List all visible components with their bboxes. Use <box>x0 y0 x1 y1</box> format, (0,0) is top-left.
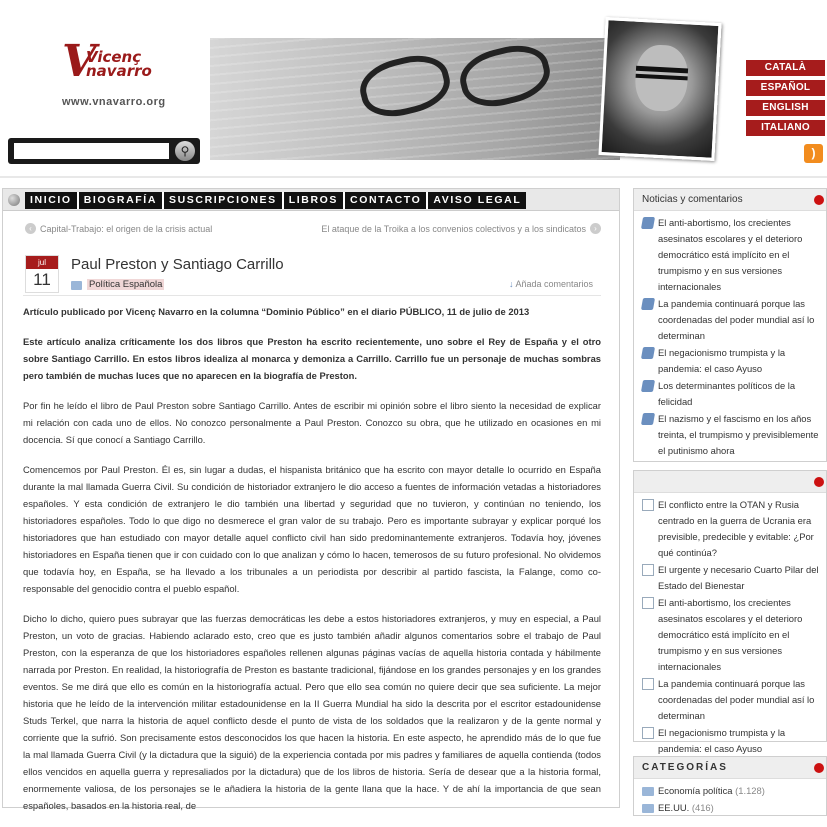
pen-icon <box>641 413 655 425</box>
article-paragraph: Por fin he leído el libro de Paul Preston sobre Santiago Carrillo. Antes de escribir mi opinión sobre el libro siento la necesidad de explicar mi relación con cada uno de ellos. No conozco personalmente a Paul Preston. Conozco su obra, que he utilizado en ocasiones en mi docencia. Sí que conocí a Santiago Carrillo. <box>23 400 601 445</box>
pen-icon <box>641 298 655 310</box>
magnifier-icon: ⚲ <box>180 144 190 158</box>
add-comment-link[interactable]: ↓ Añada comentarios <box>509 279 594 289</box>
article-byline: Artículo publicado por Vicenç Navarro en la columna “Dominio Público” en el diario PÚBLICO, 11 de julio de 2013 <box>23 306 530 317</box>
post-date-badge <box>25 255 59 293</box>
news-item[interactable]: Los determinantes políticos de la felicidad <box>642 378 822 410</box>
search-box <box>8 138 200 164</box>
lang-english-button[interactable]: ENGLISH <box>746 100 825 116</box>
nav-bullet-icon <box>8 194 20 206</box>
arrow-right-icon: › <box>590 223 601 234</box>
news-widget <box>633 188 827 462</box>
articles-widget <box>633 470 827 754</box>
post-category-link[interactable]: Política Española <box>89 279 163 290</box>
post-date-month: jul <box>26 256 58 269</box>
article-paragraph: Dicho lo dicho, quiero pues subrayar que las fuerzas democráticas les debe a estos historiadores extranjeros, y muy en especial, a Paul Preston, un voto de gracias. Habiendo aclarado esto, creo que es justo también añadir algunos comentarios sobre el trabajo de Paul Preston, con la esperanza de que los historiadores españoles rellenen algunas páginas vacías de aquella historia contada y hábilmente narrada por Preston. En realidad, la historiografía de Preston es bastante tradicional, fijándose en los grandes personajes y en los grandes eventos. Se me dirá que ello es común en la historiografía actual. Pero que ello sea común no quiere decir que sea suficiente. La mejor historia que he leído de la intervención militar estadounidense en la II Guerra Mundial ha sido la descrita por el escritor estadounidense Studs Terkel, que narra la historia de aquel conflicto desde el punto de vista de los soldados que la realizaron y de la gente normal y corriente que la sufrió. Son precisamente estos desconocidos los que hacen la historia. En este aspecto, he aprendido más de lo que fue la mal llamada Guerra Civil (y la dictadura que la siguió) de la experiencia contada por mis padres y familiares de aquella contienda (todos ellos vencidos en aquella guerra y represaliados por la dictadura) que de los libros de historia. Sería de desear que a la historia formal, enormemente valiosa, de los personajes se le añadiera la historia de la gente llana que la hace. Y de ahí la importancia de que sean españoles, basados en la historia real, de <box>23 613 601 811</box>
site-logo[interactable] <box>62 36 182 110</box>
arrow-left-icon: ‹ <box>25 223 36 234</box>
logo-url: www.vnavarro.org <box>62 96 166 108</box>
arrow-down-icon: ↓ <box>509 279 514 289</box>
widget-close-icon[interactable] <box>814 195 824 205</box>
main-nav <box>3 189 619 211</box>
nav-suscripciones[interactable]: SUSCRIPCIONES <box>164 192 284 209</box>
main-content <box>2 188 620 811</box>
pen-icon <box>641 217 655 229</box>
article-item[interactable]: El conflicto entre la OTAN y Rusia centrado en la guerra de Ucrania era previsible, predecible y evitable: ¿Por qué continúa? <box>642 497 822 561</box>
search-input[interactable] <box>14 143 169 159</box>
post-date-day: 11 <box>33 270 51 289</box>
document-icon <box>642 597 654 609</box>
next-post-link[interactable]: El ataque de la Troika a los convenios colectivos y a los sindicatos › <box>321 223 601 234</box>
articles-widget-title <box>634 471 826 493</box>
language-menu <box>746 60 825 140</box>
category-item[interactable]: Economía política (1.128) <box>642 783 822 799</box>
folder-icon <box>642 804 654 813</box>
document-icon <box>642 678 654 690</box>
nav-contacto[interactable]: CONTACTO <box>345 192 428 209</box>
nav-libros[interactable]: LIBROS <box>284 192 345 209</box>
widget-close-icon[interactable] <box>814 477 824 487</box>
nav-biografia[interactable]: BIOGRAFÍA <box>79 192 164 209</box>
news-item[interactable]: El negacionismo trumpista y la pandemia: el caso Ayuso <box>642 345 822 377</box>
folder-icon <box>642 787 654 796</box>
header-banner-image <box>210 38 620 160</box>
news-item[interactable]: El anti-abortismo, los crecientes asesinatos escolares y el deterioro democrático está implícito en el trumpismo y en sus versiones internacionales <box>642 215 822 295</box>
lang-catala-button[interactable]: CATALÀ <box>746 60 825 76</box>
search-button[interactable] <box>175 141 195 161</box>
article-item[interactable]: La pandemia continuará porque las coordenadas del poder mundial así lo determinan <box>642 676 822 724</box>
article-item[interactable]: El negacionismo trumpista y la pandemia: el caso Ayuso <box>642 725 822 757</box>
nav-inicio[interactable]: INICIO <box>25 192 79 209</box>
categories-widget <box>633 756 827 816</box>
article-paragraph: Comencemos por Paul Preston. Él es, sin lugar a dudas, el hispanista británico que ha escrito con mayor detalle lo ocurrido en España durante la mal llamada Guerra Civil. Su condición de historiador extranjero le dio acceso a fuentes de información vetadas a historiadores españoles. Y esta condición de extranjero le dio también una libertad y seguridad que no tuvieron, y continúan no teniendo, los historiadores españoles. Todo lo que digo no desmerece el gran valor de su trabajo. Pero es importante subrayar y explicar porqué los historiadores que han estudiado con mayor detalle aquel conflicto civil han sido predominantemente extranjeros. Todavía hoy, jóvenes historiadores en España tienen que ir con cuidado con lo que analizan y cómo lo hacen, temerosos de su futuro profesional. No olvidemos que todavía hoy, en España, se ha llevado a los tribunales a un periodista por describir al partido fascista, la Falange, como co-responsable del genocidio contra el pueblo español. <box>23 464 601 594</box>
pen-icon <box>641 380 655 392</box>
article-lead: Este artículo analiza críticamente los dos libros que Preston ha escrito recientemente, uno sobre el Rey de España y el otro sobre Santiago Carrillo. En estos libros idealiza al monarca y demoniza a Carrillo. Carrillo fue un personaje de muchas sombras pero también de muchas luces que no aparecen en la biografía de Preston. <box>23 336 601 381</box>
category-item[interactable]: EE.UU. (416) <box>642 800 822 816</box>
rss-icon[interactable]: ) <box>804 144 823 163</box>
news-item[interactable]: El nazismo y el fascismo en los años treinta, el trumpismo y previsiblemente el putinismo ahora <box>642 411 822 459</box>
header-divider <box>0 176 827 178</box>
site-header <box>0 0 827 180</box>
document-icon <box>642 727 654 739</box>
article-body <box>23 303 601 827</box>
widget-close-icon[interactable] <box>814 763 824 773</box>
prev-post-link[interactable]: ‹ Capital-Trabajo: el origen de la crisis actual <box>25 223 212 234</box>
news-widget-title: Noticias y comentarios <box>634 189 826 211</box>
article-item[interactable]: El urgente y necesario Cuarto Pilar del Estado del Bienestar <box>642 562 822 594</box>
post-title[interactable]: Paul Preston y Santiago Carrillo <box>71 256 284 273</box>
logo-name: Vicenç navarro <box>86 48 152 80</box>
document-icon <box>642 564 654 576</box>
post-divider <box>23 295 601 296</box>
news-item[interactable]: La pandemia continuará porque las coordenadas del poder mundial así lo determinan <box>642 296 822 344</box>
article-item[interactable]: El anti-abortismo, los crecientes asesinatos escolares y el deterioro democrático está implícito en el trumpismo y en sus versiones internacionales <box>642 595 822 675</box>
lang-espanol-button[interactable]: ESPAÑOL <box>746 80 825 96</box>
lang-italiano-button[interactable]: ITALIANO <box>746 120 825 136</box>
nav-aviso-legal[interactable]: AVISO LEGAL <box>433 194 522 206</box>
folder-icon <box>71 281 82 290</box>
pen-icon <box>641 347 655 359</box>
categories-widget-title: CATEGORÍAS <box>634 757 826 779</box>
document-icon <box>642 499 654 511</box>
logo-v-mark: V <box>62 36 97 87</box>
author-portrait <box>598 17 721 161</box>
